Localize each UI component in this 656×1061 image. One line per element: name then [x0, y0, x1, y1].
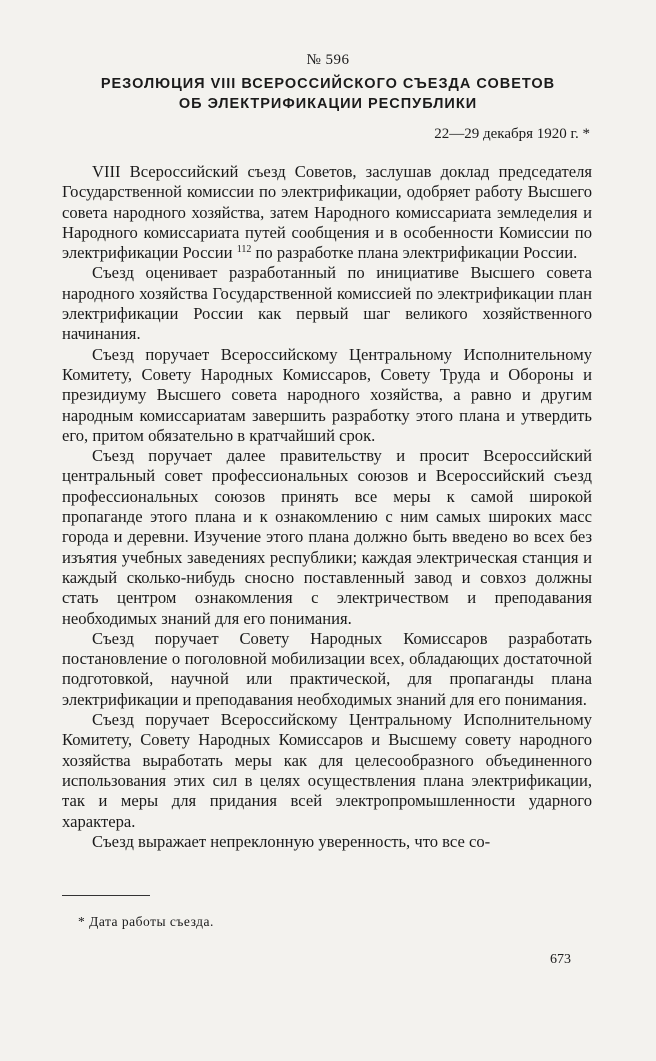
- document-number: № 596: [306, 52, 350, 68]
- paragraph-1: VIII Всероссийский съезд Советов, заслушав доклад председателя Государственной комиссии по электрификации, одобряет работу Высшего совета народного хозяйства, затем Народного комиссариата земледелия и Народного комиссариата путей сообщения и в особенности Комиссии по электрификации России $^{112}$ по разработке плана электрификации России.: [62, 162, 592, 263]
- resolution-body: [62, 162, 592, 852]
- title-line-1: РЕЗОЛЮЦИЯ VIII ВСЕРОССИЙСКОГО СЪЕЗДА СОВЕТОВ: [100, 76, 556, 92]
- paragraph-2: Съезд оценивает разработанный по инициативе Высшего совета народного хозяйства Государственной комиссией по электрификации план электрификации России как первый шаг великого хозяйственного начинания.: [62, 263, 592, 344]
- reference-superscript: 112: [236, 244, 252, 256]
- paragraph-6: Съезд поручает Всероссийскому Центральному Исполнительному Комитету, Совету Народных Комиссаров и Высшему совету народного хозяйства выработать меры как для целесообразного объединенного использования этих сил в целях осуществления плана электрификации, так и меры для придания всей электропромышленности ударного характера.: [62, 710, 592, 831]
- paragraph-4: Съезд поручает далее правительству и просит Всероссийский центральный совет профессиональных союзов и Всероссийский съезд профессиональных союзов принять все меры к самой широкой пропаганде этого плана и к ознакомлению с ним самых широких масс города и деревни. Изучение этого плана должно быть введено во всех без изъятия учебных заведениях республики; каждая электрическая станция и каждый сколько-нибудь сносно поставленный завод и совхоз должны стать центром ознакомления с электричеством и преподавания необходимых знаний для его понимания.: [62, 446, 592, 628]
- paragraph-7: Съезд выражает непреклонную уверенность, что все со-: [92, 831, 491, 851]
- page-number: 673: [550, 952, 571, 967]
- paragraph-3: Съезд поручает Всероссийскому Центральному Исполнительному Комитету, Совету Народных Комиссаров, Совету Труда и Обороны и президиуму Высшего совета народного хозяйства, а равно и другим народным комиссариатам завершить разработку этого плана и утвердить его, притом обязательно в кратчайший срок.: [62, 344, 592, 445]
- title-line-2: ОБ ЭЛЕКТРИФИКАЦИИ РЕСПУБЛИКИ: [178, 96, 478, 112]
- footnote-divider: [62, 895, 150, 896]
- footnote: * Дата работы съезда.: [78, 914, 214, 929]
- paragraph-5: Съезд поручает Совету Народных Комиссаров разработать постановление о поголовной мобилизации всех, обладающих достаточной подготовкой, научной или практической, для пропаганды плана электрификации и преподавания необходимых знаний для его понимания.: [62, 628, 592, 709]
- document-title: [60, 74, 596, 114]
- document-date: 22—29 декабря 1920 г. *: [434, 126, 590, 142]
